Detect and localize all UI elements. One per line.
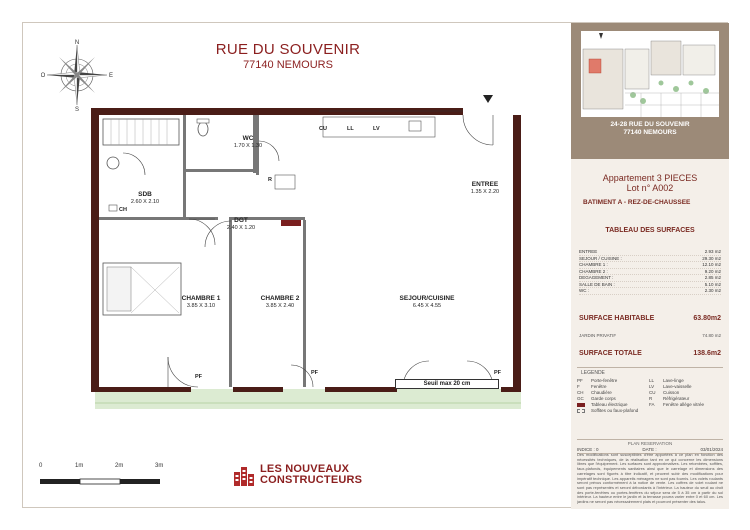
sink-icon [409,121,421,131]
surface-totale-label: SURFACE TOTALE [579,350,642,357]
title-street: RUE DU SOUVENIR [215,41,361,58]
site-map-thumbnail [581,31,719,117]
reservation-indice: INDICE : 0 [577,447,599,452]
floor-plan-drawing [23,23,571,509]
surface-row-value: 5.10 m2 [704,281,721,287]
logo-line1: LES NOUVEAUX [260,463,350,475]
compass-o-label: O [41,73,46,79]
room-chambre1-label [182,295,221,309]
room-entree-dim: 1.35 X 2.20 [470,189,500,195]
surface-habitable-label: SURFACE HABITABLE [579,315,655,322]
legend-label: Lave-linge [663,378,684,383]
toilet-icon [198,122,208,136]
fixture-ch-label: CH [119,207,127,213]
room-sejour-label [400,295,455,309]
room-sejour-name: SEJOUR/CUISINE [399,295,455,302]
surface-row [579,288,721,295]
logo-building-icon [233,464,255,486]
legend-label: Tableau électrique [591,402,628,407]
surface-row-value: 2.85 m2 [704,275,721,280]
fixture-cu-label: CU [319,126,327,132]
surfaces-table-title: TABLEAU DES SURFACES [605,227,695,234]
fixture-r-label: R [268,177,272,183]
room-wc-name: WC [242,135,254,142]
surface-row-value: 9.20 m2 [704,268,721,274]
legend-code: PF [577,378,583,383]
legend-code: GC [577,396,584,401]
room-chambre2-name: CHAMBRE 2 [260,295,300,302]
room-wc-dim: 1.70 X 1.30 [233,143,263,149]
legend-code: F [577,384,580,389]
surface-row-label: CHAMBRE 1 : [579,262,608,267]
surface-row-value: 2.30 m2 [704,288,721,293]
sidebar-address [571,121,729,137]
interior-walls [99,115,306,387]
legend-title: LEGENDE [581,370,605,376]
room-chambre2-label [261,295,300,309]
surface-row-label: WC : [579,288,589,293]
room-dgt-dim: 2.40 X 1.20 [226,225,256,231]
disclaimer-notes: Des modifications sont susceptibles d'être apportées à ce plan en fonction des nécessités techniques, de la réalisation tant en ce qui concerne les dimensions libres que l'équipement. Les surfaces sont approximatives. Les retombées, soffites, faux-plafonds, équipements sanitaires ainsi que le carrelage et dimensions des carrelages sont figurés à titre indicatif, et peuvent subir des modifications pour impératif technique. Les appareils ménagers ne sont pas fournis. Les volets roulants seront prévus conformément à la notice de vente. Les coffres de volet roulant ne sont pas représentés et seront débordants à l'intérieur. La hauteur du seuil au droit des porte-fenêtres ou portes-fenêtres du séjour sera de 5 à 35 cm à partir du sol intérieur. La hauteur entre le jardin et la terrasse pourra varier entre 0 et 60 cm. Les jardins ne seront pas nécessairement plats et pourront présenter des talus. [577,453,723,505]
fridge-icon [275,175,295,189]
reservation-date: 03/01/2024 [700,447,723,452]
jardin-label: JARDIN PRIVATIF [579,333,617,338]
room-chambre2-dim: 3.85 X 2.40 [265,303,295,309]
legend-label: Réfrigérateur [663,396,690,401]
plan-area [23,23,571,509]
surface-row-value: 2.93 m2 [704,249,721,254]
reservation-date-label: DATE : [642,447,657,452]
legend [577,367,723,437]
legend-label: Chaudière [591,390,612,395]
electrical-panel-icon [281,220,301,226]
jardin-value: 74.80 m2 [702,333,721,338]
legend-label: Garde corps [591,396,616,401]
compass-s-label: S [74,107,80,111]
legend-label: Cuisson [663,390,680,395]
room-entree-label [471,181,499,195]
surface-row-label: SALLE DE BAIN : [579,281,615,287]
scale-label-2: 2m [115,463,124,469]
apartment-type: Appartement 3 PIECES [602,173,698,183]
surface-habitable-value: 63.80m2 [693,315,721,322]
legend-code: LV [649,384,655,389]
room-wc-label [234,135,262,149]
legend-code: R [649,396,653,401]
plan-sheet [22,22,728,508]
fixture-ll-label: LL [347,126,354,132]
apartment-info [571,173,729,193]
legend-soffite-icon [577,409,585,413]
surface-row-label: DEGAGEMENT : [579,275,614,280]
pf-label-chambre1: PF [195,374,203,380]
surface-row-label: CHAMBRE 2 : [579,268,608,274]
legend-code: LL [649,378,655,383]
reservation-block [577,439,723,454]
surface-row-label: ENTREE [579,249,598,254]
surface-row-label: SEJOUR / CUISINE : [579,255,622,261]
legend-panel-icon [577,403,585,407]
ch-boiler-icon [109,205,117,211]
sidebar-address-line2: 77140 NEMOURS [623,129,677,136]
bathtub-icon [103,119,179,145]
surface-row-value: 12.10 m2 [702,262,721,267]
legend-label: Fenêtre allège vitrée [663,402,705,407]
title-city: 77140 NEMOURS [243,59,333,71]
logo-text [260,464,362,486]
surface-totale-row [579,350,721,357]
legend-label: Porte-fenêtre [591,378,618,383]
compass-e-label: E [108,73,113,79]
scale-bar-graphic [39,478,169,486]
batiment-label: BATIMENT A - REZ-DE-CHAUSSEE [583,199,691,206]
entry-arrow-icon [483,95,493,103]
surface-totale-value: 138.6m2 [693,350,721,357]
legend-grid [577,378,723,413]
scale-bar [39,463,169,491]
washbasin-icon [107,157,119,169]
scale-label-3: 3m [155,463,164,469]
legend-label: Soffites ou faux-plafond [591,408,639,413]
surface-habitable-row [579,315,721,322]
scale-label-1: 1m [75,463,84,469]
logo-line2: CONSTRUCTEURS [260,474,363,486]
room-sdb-name: SDB [138,191,152,198]
pf-label-chambre2: PF [311,370,319,376]
reservation-title: PLAN RESERVATION [627,441,673,446]
company-logo [233,463,362,487]
surface-row-value: 29.30 m2 [702,255,721,261]
legend-label: Fenêtre [591,384,607,389]
legend-label: Lave-vaisselle [663,384,692,389]
scale-label-0: 0 [39,463,43,469]
door-swings [123,115,493,387]
sidebar-address-line1: 24-28 RUE DU SOUVENIR [610,121,690,128]
room-dgt-name: DGT [234,217,248,224]
room-entree-name: ENTREE [471,181,499,188]
room-chambre1-name: CHAMBRE 1 [181,295,221,302]
legend-code: FA [649,402,655,407]
room-chambre1-dim: 3.85 X 3.10 [186,303,216,309]
fixture-lv-label: LV [373,126,380,132]
seuil-label: Seuil max 20 cm [395,379,499,389]
compass-n-label: N [74,40,80,46]
room-sdb-dim: 2.60 X 2.10 [130,199,160,205]
pf-label-sejour: PF [494,370,502,376]
jardin-row [579,333,721,338]
sidebar-header [571,23,729,159]
legend-code: CU [649,390,656,395]
room-dgt-label [227,217,255,231]
room-sejour-dim: 6.45 X 4.55 [412,303,442,309]
surfaces-table [579,249,721,295]
apartment-lot: Lot n° A002 [626,183,674,193]
room-sdb-label [131,191,159,205]
info-sidebar [571,23,729,509]
legend-code: CH [577,390,584,395]
